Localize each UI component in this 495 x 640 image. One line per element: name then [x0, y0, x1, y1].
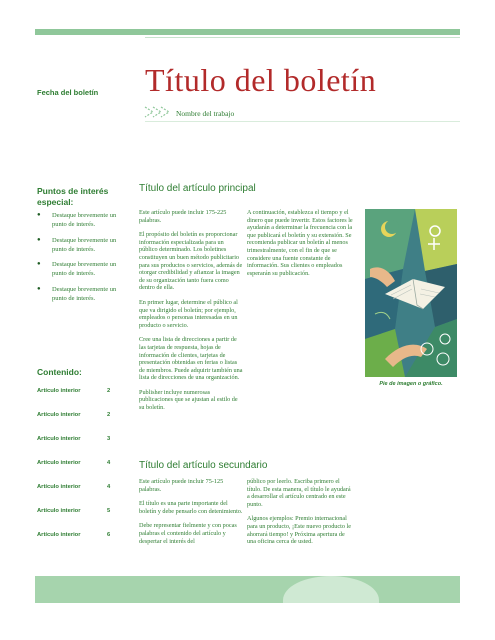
- image-caption: Pie de imagen o gráfico.: [379, 381, 443, 387]
- newsletter-title: Título del boletín: [145, 62, 377, 98]
- secondary-article-heading: Título del artículo secundario: [139, 460, 268, 471]
- list-item: ● Destaque brevemente un punto de interés.: [37, 212, 117, 228]
- top-accent-bar: [35, 29, 460, 35]
- points-heading: Puntos de interés especial:: [37, 186, 109, 207]
- footer-highlight: [283, 576, 379, 603]
- paragraph: El propósito del boletín es proporcionar información especializada para un público determinado. Los boletines constituyen un buen método publicitario para sus productos o servicios, además de otorgar credibilidad y afianzar la imagen de su organización tanto fuera como dentro de ella.: [139, 231, 243, 292]
- paragraph: Algunos ejemplos: Premio internacional para un producto, ¡Este nuevo producto le ahorrará tiempo! y Próxima apertura de una oficina cerca de usted.: [247, 515, 351, 546]
- main-article-heading: Título del artículo principal: [139, 183, 256, 194]
- secondary-article-col1: [139, 478, 243, 552]
- paragraph: Este artículo puede incluir 175-225 palabras.: [139, 209, 227, 224]
- bullet-icon: ●: [37, 236, 41, 243]
- paragraph: En primer lugar, determine el público al que va dirigido el boletín; por ejemplo, empleados o personas interesadas en un producto o servicio.: [139, 298, 238, 329]
- toc-entry[interactable]: Artículo interior 5: [37, 508, 111, 514]
- job-name: Nombre del trabajo: [176, 109, 235, 118]
- reading-illustration: [365, 209, 457, 377]
- header-divider: [145, 121, 460, 122]
- list-item: ● Destaque brevemente un punto de interés.: [37, 236, 117, 253]
- main-article-col1: [139, 209, 243, 419]
- toc-entry[interactable]: Artículo interior 4: [37, 484, 111, 490]
- toc-entry[interactable]: Artículo interior 6: [37, 532, 111, 538]
- paragraph: Este artículo puede incluir 75-125 palabras.: [139, 478, 224, 493]
- bullet-icon: ●: [37, 285, 41, 292]
- list-item: ● Destaque brevemente un punto de interés.: [37, 261, 117, 277]
- points-list: [37, 211, 122, 309]
- paragraph: A continuación, establezca el tiempo y el dinero que puede invertir. Estos factores le ayudarán a determinar la frecuencia con la que publicará el boletín y su extensión. Se recomienda publicar un boletín al menos trimestralmente, con el fin de que se considere una fuente constante de información. Sus clientes o empleados esperarán su publicación.: [247, 209, 353, 277]
- paragraph: Publisher incluye numerosas publicaciones que se ajustan al estilo de su boletín.: [139, 388, 238, 412]
- toc-entry[interactable]: Artículo interior 4: [37, 460, 111, 466]
- newsletter-date: Fecha del boletín: [37, 88, 99, 97]
- list-item: ● Destaque brevemente un punto de interés.: [37, 285, 117, 302]
- main-article-col2: [247, 209, 353, 284]
- paragraph: Cree una lista de direcciones a partir de las tarjetas de respuesta, hojas de información de clientes, tarjetas de presentación obtenidas en ferias o listas de miembros. Puede adquirir también una lista de direcciones de una organización.: [139, 336, 243, 382]
- chevrons-icon: [144, 105, 174, 119]
- paragraph: El título es una parte importante del boletín y debe pensarlo con detenimiento.: [139, 500, 243, 515]
- toc-entry[interactable]: Artículo interior 3: [37, 436, 111, 442]
- footer-bar: [35, 576, 460, 603]
- paragraph: público por leerlo. Escriba primero el título. De esta manera, el título le ayudará a desarrollar el artículo centrado en este punto.: [247, 478, 351, 508]
- top-divider: [145, 37, 460, 38]
- toc-entry[interactable]: Artículo interior 2: [37, 412, 111, 418]
- contents-heading: Contenido:: [37, 367, 82, 377]
- toc-entry[interactable]: Artículo interior 2: [37, 388, 111, 394]
- table-of-contents: [37, 388, 112, 556]
- bullet-icon: ●: [37, 212, 41, 218]
- paragraph: Debe representar fielmente y con pocas palabras el contenido del artículo y despertar el interés del: [139, 522, 237, 545]
- secondary-article-col2: [247, 478, 353, 553]
- bullet-icon: ●: [37, 261, 41, 267]
